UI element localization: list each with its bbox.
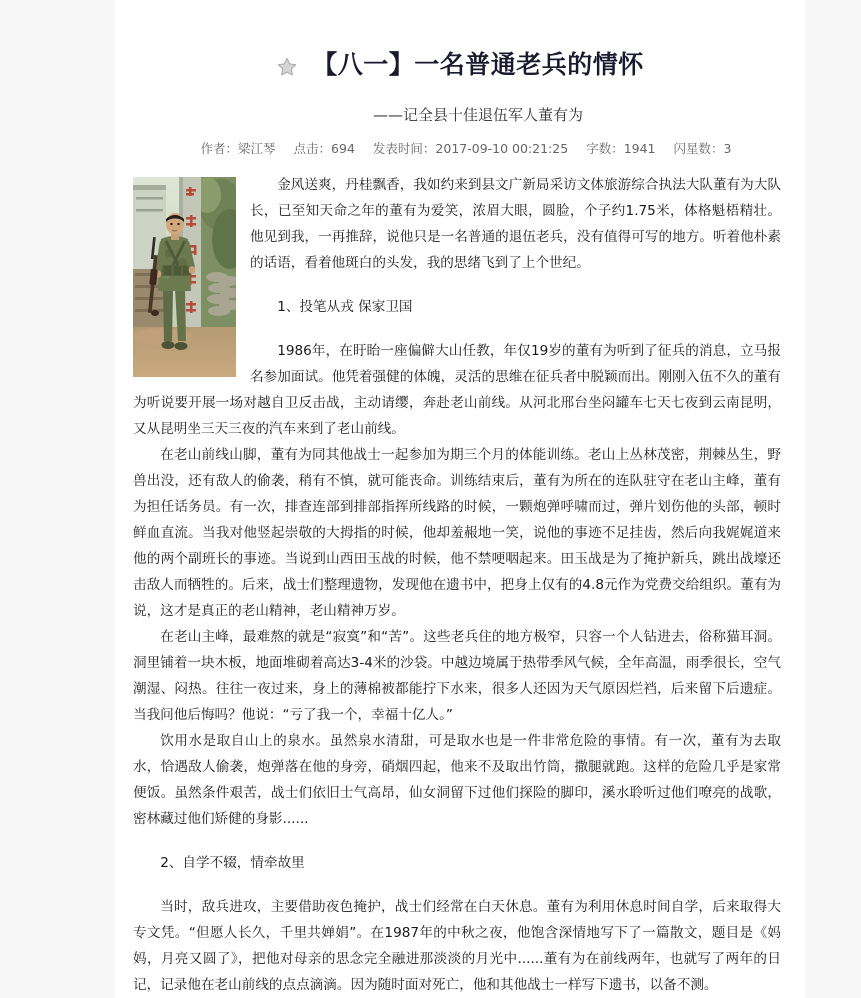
article-paragraph-4: 在老山主峰，最难熬的就是“寂寞”和“苦”。这些老兵住的地方极窄，只容一个人钻进去，俗称猫耳洞。洞里铺着一块木板，地面堆砌着高达3-4米的沙袋。中越边境属于热带季风气候，全年高温，雨季很长，空气潮湿、闷热。往往一夜过来，身上的薄棉被都能拧下水来，很多人还因为天气原因烂裆，后来留下后遗症。当我问他后悔吗？他说：“亏了我一个，幸福十亿人。” (133, 628, 781, 723)
meta-clicks-value: 694 (331, 141, 355, 156)
meta-author-value[interactable]: 梁江琴 (238, 141, 276, 156)
meta-stars (674, 140, 732, 158)
meta-author (201, 140, 276, 158)
article-photo (133, 177, 236, 377)
meta-publish-label: 发表时间： (372, 141, 436, 156)
article-paragraph-6: 当时，敌兵进攻，主要借助夜色掩护，战士们经常在白天休息。董有为利用休息时间自学，后来取得大专文凭。“但愿人长久，千里共婵娟”。在1987年的中秋之夜，他饱含深情地写下了一篇散文，题目是《妈妈，月亮又圆了》，把他对母亲的思念完全融进那淡淡的月光中......董有为在前线两年，也就写了两年的日记，记录他在老山前线的点点滴滴。因为随时面对死亡，他和其他战士一样写下遗书，以备不测。 (133, 898, 781, 993)
title-row (115, 0, 805, 97)
meta-publish-time (373, 140, 568, 158)
meta-publish-value: 2017-09-10 00:21:25 (435, 141, 569, 156)
meta-stars-label: 闪星数： (673, 141, 724, 156)
article-paragraph-1: 金风送爽，丹桂飘香，我如约来到县文广新局采访文体旅游综合执法大队董有为大队长，已至知天命之年的董有为爱笑，浓眉大眼，圆脸，个子约1.75米，体格魁梧精壮。他见到我，一再推辞，说他只是一名普通的退伍老兵，没有值得可写的地方。听着他朴素的话语，看着他斑白的头发，我的思绪飞到了上个世纪。 (250, 176, 781, 271)
meta-wordcount-label: 字数： (586, 141, 624, 156)
article-paragraph-3: 在老山前线山脚，董有为同其他战士一起参加为期三个月的体能训练。老山上丛林茂密，荆棘丛生，野兽出没，还有敌人的偷袭，稍有不慎，就可能丧命。训练结束后，董有为所在的连队驻守在老山主峰，董有为担任话务员。有一次，排查连部到排部指挥所线路的时候，一颗炮弹呼啸而过，弹片划伤他的头部，顿时鲜血直流。当我对他竖起崇敬的大拇指的时候，他却羞赧地一笑，说他的事迹不足挂齿，然后向我娓娓道来他的两个副班长的事迹。当说到山西田玉战的时候，他不禁哽咽起来。田玉战是为了掩护新兵，跳出战壕还击敌人而牺牲的。后来，战士们整理遗物，发现他在遗书中，把身上仅有的4.8元作为党费交给组织。董有为说，这才是真正的老山精神，老山精神万岁。 (133, 446, 781, 619)
meta-clicks (294, 140, 355, 158)
paragraph-spacer (133, 832, 781, 850)
section-heading-1: 1、投笔从戎 保家卫国 (277, 298, 413, 315)
meta-wordcount (586, 140, 655, 158)
content-sheet (115, 0, 805, 998)
page-title: 【八一】一名普通老兵的情怀 (312, 49, 644, 79)
article-subtitle: ——记全县十佳退伍军人董有为 (372, 105, 583, 124)
star-outline-icon[interactable] (276, 56, 298, 78)
paragraph-spacer (133, 876, 781, 894)
article-body (115, 172, 805, 998)
section-heading-2: 2、自学不辍，情牵故里 (160, 854, 305, 871)
meta-stars-value: 3 (723, 141, 732, 156)
meta-clicks-label: 点击： (293, 141, 332, 156)
article-meta-bar (115, 140, 805, 158)
article-paragraph-2: 1986年，在盱眙一座偏僻大山任教，年仅19岁的董有为听到了征兵的消息，立马报名参加面试。他凭着强健的体魄，灵活的思维在征兵者中脱颖而出。刚刚入伍不久的董有为听说要开展一场对越自卫反击战，主动请缨，奔赴老山前线。从河北邢台坐闷罐车七天七夜到云南昆明，又从昆明坐三天三夜的汽车来到了老山前线。 (133, 342, 781, 437)
article-paragraph-5: 饮用水是取自山上的泉水。虽然泉水清甜，可是取水也是一件非常危险的事情。有一次，董有为去取水，恰遇敌人偷袭，炮弹落在他的身旁，硝烟四起，他来不及取出竹筒，撒腿就跑。这样的危险几乎是家常便饭。虽然条件艰苦，战士们依旧士气高昂，仙女洞留下过他们探险的脚印，溪水聆听过他们嘹亮的战歌，密林藏过他们矫健的身影...... (133, 732, 781, 827)
meta-wordcount-value: 1941 (623, 141, 656, 156)
meta-author-label: 作者： (200, 141, 239, 156)
